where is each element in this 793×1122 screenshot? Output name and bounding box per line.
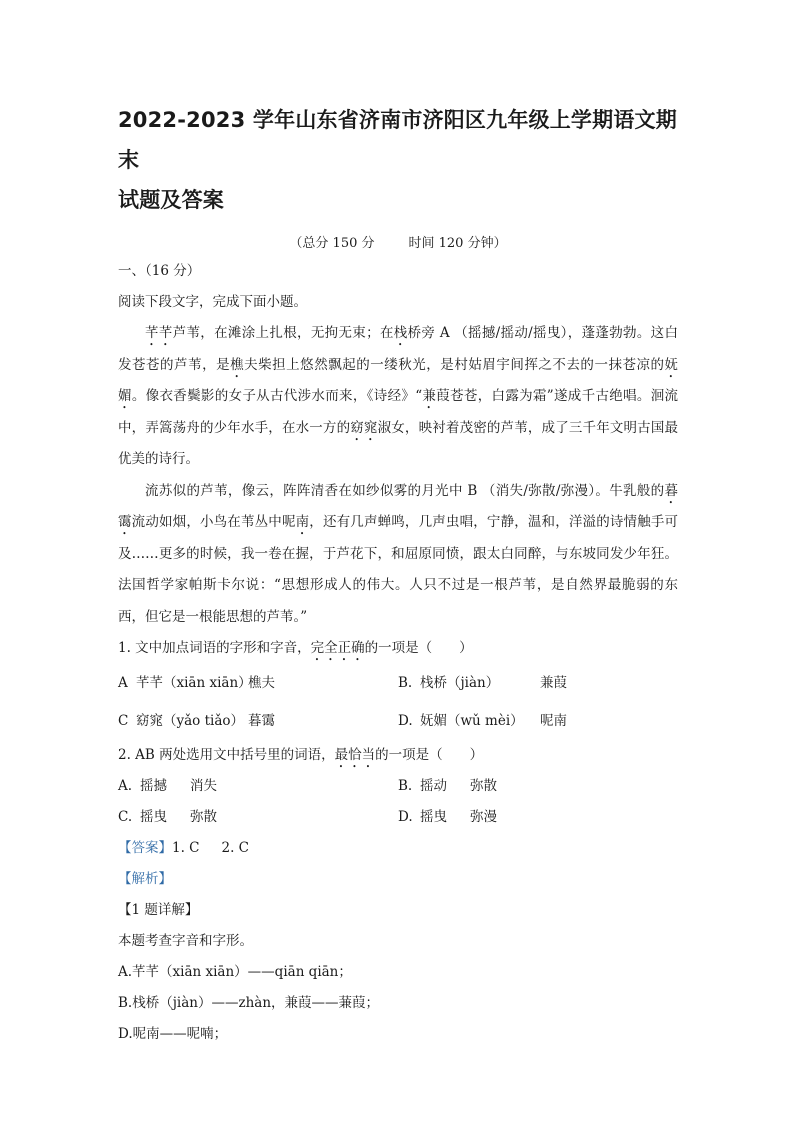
title-line-2: 试题及答案 bbox=[118, 188, 224, 212]
question-2-options-row-2 bbox=[118, 802, 678, 833]
analysis-intro: 本题考查字音和字形。 bbox=[118, 933, 253, 949]
total-score: （总分 150 分 bbox=[289, 236, 375, 251]
passage-paragraph-1: 芊芊芦苇，在滩涂上扎根，无拘无束；在栈桥旁 A （摇撼/摇动/摇曳），蓬蓬勃勃。这白发苍苍的芦苇，是樵夫柴担上悠然飘起的一缕秋光，是村姑眉宇间挥之不去的一抹苍凉的妩媚。像衣香鬓影的女子从古代涉水而来，《诗经》“兼葭苍苍，白露为霜”遂成千古绝唱。洄流中，弄篙荡舟的少年水手，在水一方的窈窕淑女，映衬着茂密的芦苇，成了三千年文明古国最优美的诗行。 bbox=[118, 325, 679, 467]
q2-option-a: A. 摇撼 消失 bbox=[118, 778, 217, 794]
question-2-stem: 2. AB 两处选用文中括号里的词语，最恰当的一项是（ ） bbox=[118, 747, 484, 763]
analysis-line-a: A.芊芊（xiān xiān）——qiān qiān； bbox=[118, 964, 352, 980]
q2-option-c: C. 摇曳 弥散 bbox=[118, 809, 217, 825]
answer-label: 【答案】 bbox=[118, 840, 172, 856]
section-heading: 一、（16 分） bbox=[118, 263, 201, 279]
question-1-stem: 1. 文中加点词语的字形和字音，完全正确的一项是（ ） bbox=[118, 640, 473, 656]
title-line-1: 2022-2023 学年山东省济南市济阳区九年级上学期语文期末 bbox=[118, 108, 677, 172]
question-2-options-row-1 bbox=[118, 771, 678, 802]
question-1-options-row-2 bbox=[118, 702, 678, 740]
exam-document bbox=[118, 100, 678, 1050]
q2-option-d: D. 摇曳 弥漫 bbox=[398, 809, 497, 825]
analysis-line-b: B.栈桥（jiàn）——zhàn，兼葭——蒹葭； bbox=[118, 995, 380, 1011]
analysis-line-d: D.呢南——呢喃； bbox=[118, 1026, 228, 1042]
passage-paragraph-2: 流苏似的芦苇，像云，阵阵清香在如纱似雾的月光中 B （消失/弥散/弥漫）。牛乳般的暮霭流动如烟，小鸟在苇丛中呢南，还有几声蝉鸣，几声虫唱，宁静，温和，洋溢的诗情触手可及……更多的时候，我一卷在握，于芦花下，和屈原同愤，跟太白同醉，与东坡同发少年狂。法国哲学家帕斯卡尔说：“思想形成人的伟大。人只不过是一根芦苇，是自然界最脆弱的东西，但它是一根能思想的芦苇。” bbox=[118, 482, 679, 625]
answer-1: 1. C bbox=[172, 840, 200, 856]
answer-2: 2. C bbox=[221, 840, 250, 856]
q1-analysis-heading: 【1 题详解】 bbox=[118, 902, 199, 918]
q1-option-c: C 窈窕（yǎo tiǎo） 暮霭 bbox=[118, 713, 275, 729]
emphasized-words: 最恰当 bbox=[334, 747, 376, 763]
q1-option-a: A 芊芊（xiān xiān） 樵夫 bbox=[118, 675, 275, 691]
q2-option-b: B. 摇动 弥散 bbox=[398, 778, 497, 794]
exam-info bbox=[118, 232, 678, 256]
exam-time: 时间 120 分钟） bbox=[408, 236, 507, 251]
q1-option-b: B. 栈桥（jiàn） 兼葭 bbox=[398, 675, 567, 691]
question-1-options-row-1 bbox=[118, 664, 678, 702]
emphasized-words: 完全正确 bbox=[310, 640, 365, 656]
q1-option-d: D. 妩媚（wǔ mèi） 呢南 bbox=[398, 713, 567, 729]
document-title bbox=[118, 100, 678, 220]
instruction: 阅读下段文字，完成下面小题。 bbox=[118, 294, 307, 310]
analysis-label: 【解析】 bbox=[118, 871, 172, 887]
answer-line bbox=[118, 833, 678, 864]
